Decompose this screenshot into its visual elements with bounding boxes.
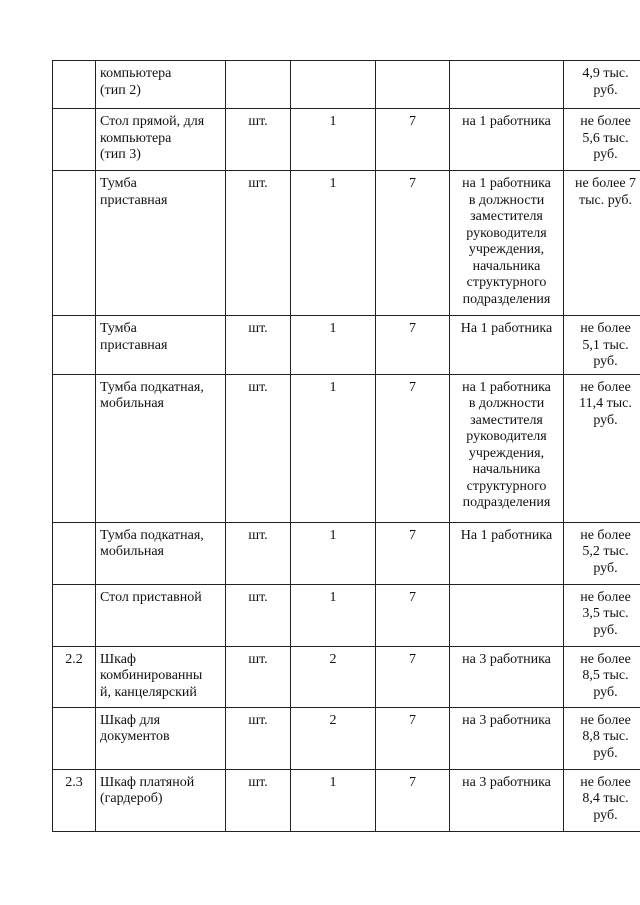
cell-norm: На 1 работника (450, 316, 564, 375)
cell-price: не более 5,2 тыс. руб. (564, 522, 640, 584)
cell-number (53, 374, 96, 522)
cell-norm (450, 584, 564, 646)
cell-item-name: Тумба приставная (96, 171, 226, 316)
cell-price: не более 7 тыс. руб. (564, 171, 640, 316)
cell-unit: шт. (226, 522, 291, 584)
cell-number: 2.3 (53, 769, 96, 831)
cell-number (53, 109, 96, 171)
table-row (53, 769, 640, 831)
cell-price: не более 5,1 тыс. руб. (564, 316, 640, 375)
cell-number (53, 171, 96, 316)
cell-number (53, 584, 96, 646)
cell-norm: на 3 работника (450, 707, 564, 769)
cell-item-name: Тумба подкатная, мобильная (96, 374, 226, 522)
cell-item-name: Шкаф для документов (96, 707, 226, 769)
cell-item-name: Тумба приставная (96, 316, 226, 375)
table-row (53, 61, 640, 109)
cell-number (53, 61, 96, 109)
cell-item-name: Тумба подкатная, мобильная (96, 522, 226, 584)
cell-price: не более 11,4 тыс. руб. (564, 374, 640, 522)
cell-service-life: 7 (376, 109, 450, 171)
cell-quantity: 1 (291, 769, 376, 831)
cell-unit: шт. (226, 374, 291, 522)
cell-norm: на 1 работника в должности заместителя руководителя учреждения, начальника структурного подразделения (450, 374, 564, 522)
cell-norm: на 1 работника (450, 109, 564, 171)
cell-number (53, 522, 96, 584)
cell-service-life: 7 (376, 374, 450, 522)
cell-number (53, 316, 96, 375)
cell-quantity: 1 (291, 109, 376, 171)
cell-item-name: Стол приставной (96, 584, 226, 646)
cell-unit: шт. (226, 646, 291, 707)
cell-price: не более 8,5 тыс. руб. (564, 646, 640, 707)
cell-norm: на 1 работника в должности заместителя руководителя учреждения, начальника структурного подразделения (450, 171, 564, 316)
cell-unit: шт. (226, 584, 291, 646)
cell-quantity: 2 (291, 646, 376, 707)
table-row (53, 646, 640, 707)
cell-norm: на 3 работника (450, 646, 564, 707)
cell-service-life: 7 (376, 522, 450, 584)
cell-price: не более 3,5 тыс. руб. (564, 584, 640, 646)
cell-unit: шт. (226, 316, 291, 375)
cell-item-name: Шкаф платяной (гардероб) (96, 769, 226, 831)
cell-quantity: 1 (291, 584, 376, 646)
cell-quantity: 1 (291, 522, 376, 584)
cell-unit: шт. (226, 171, 291, 316)
cell-norm (450, 61, 564, 109)
cell-norm: На 1 работника (450, 522, 564, 584)
cell-unit: шт. (226, 109, 291, 171)
cell-unit: шт. (226, 769, 291, 831)
cell-service-life: 7 (376, 769, 450, 831)
cell-item-name: Стол прямой, для компьютера (тип 3) (96, 109, 226, 171)
table-row (53, 707, 640, 769)
cell-item-name: Шкаф комбинированны й, канцелярский (96, 646, 226, 707)
cell-service-life (376, 61, 450, 109)
cell-quantity: 1 (291, 171, 376, 316)
cell-price: не более 8,4 тыс. руб. (564, 769, 640, 831)
table-row (53, 522, 640, 584)
cell-quantity: 2 (291, 707, 376, 769)
cell-number (53, 707, 96, 769)
table-row (53, 374, 640, 522)
cell-number: 2.2 (53, 646, 96, 707)
table-row (53, 584, 640, 646)
table-row (53, 316, 640, 375)
table-row (53, 171, 640, 316)
cell-service-life: 7 (376, 316, 450, 375)
cell-service-life: 7 (376, 171, 450, 316)
cell-price: не более 8,8 тыс. руб. (564, 707, 640, 769)
cell-norm: на 3 работника (450, 769, 564, 831)
table-row (53, 109, 640, 171)
cell-item-name: компьютера (тип 2) (96, 61, 226, 109)
cell-service-life: 7 (376, 707, 450, 769)
cell-service-life: 7 (376, 646, 450, 707)
cell-quantity: 1 (291, 374, 376, 522)
cell-unit: шт. (226, 707, 291, 769)
cell-service-life: 7 (376, 584, 450, 646)
cell-unit (226, 61, 291, 109)
cell-quantity: 1 (291, 316, 376, 375)
cell-price: не более 5,6 тыс. руб. (564, 109, 640, 171)
furniture-norms-table (52, 60, 640, 832)
cell-quantity (291, 61, 376, 109)
cell-price: 4,9 тыс. руб. (564, 61, 640, 109)
